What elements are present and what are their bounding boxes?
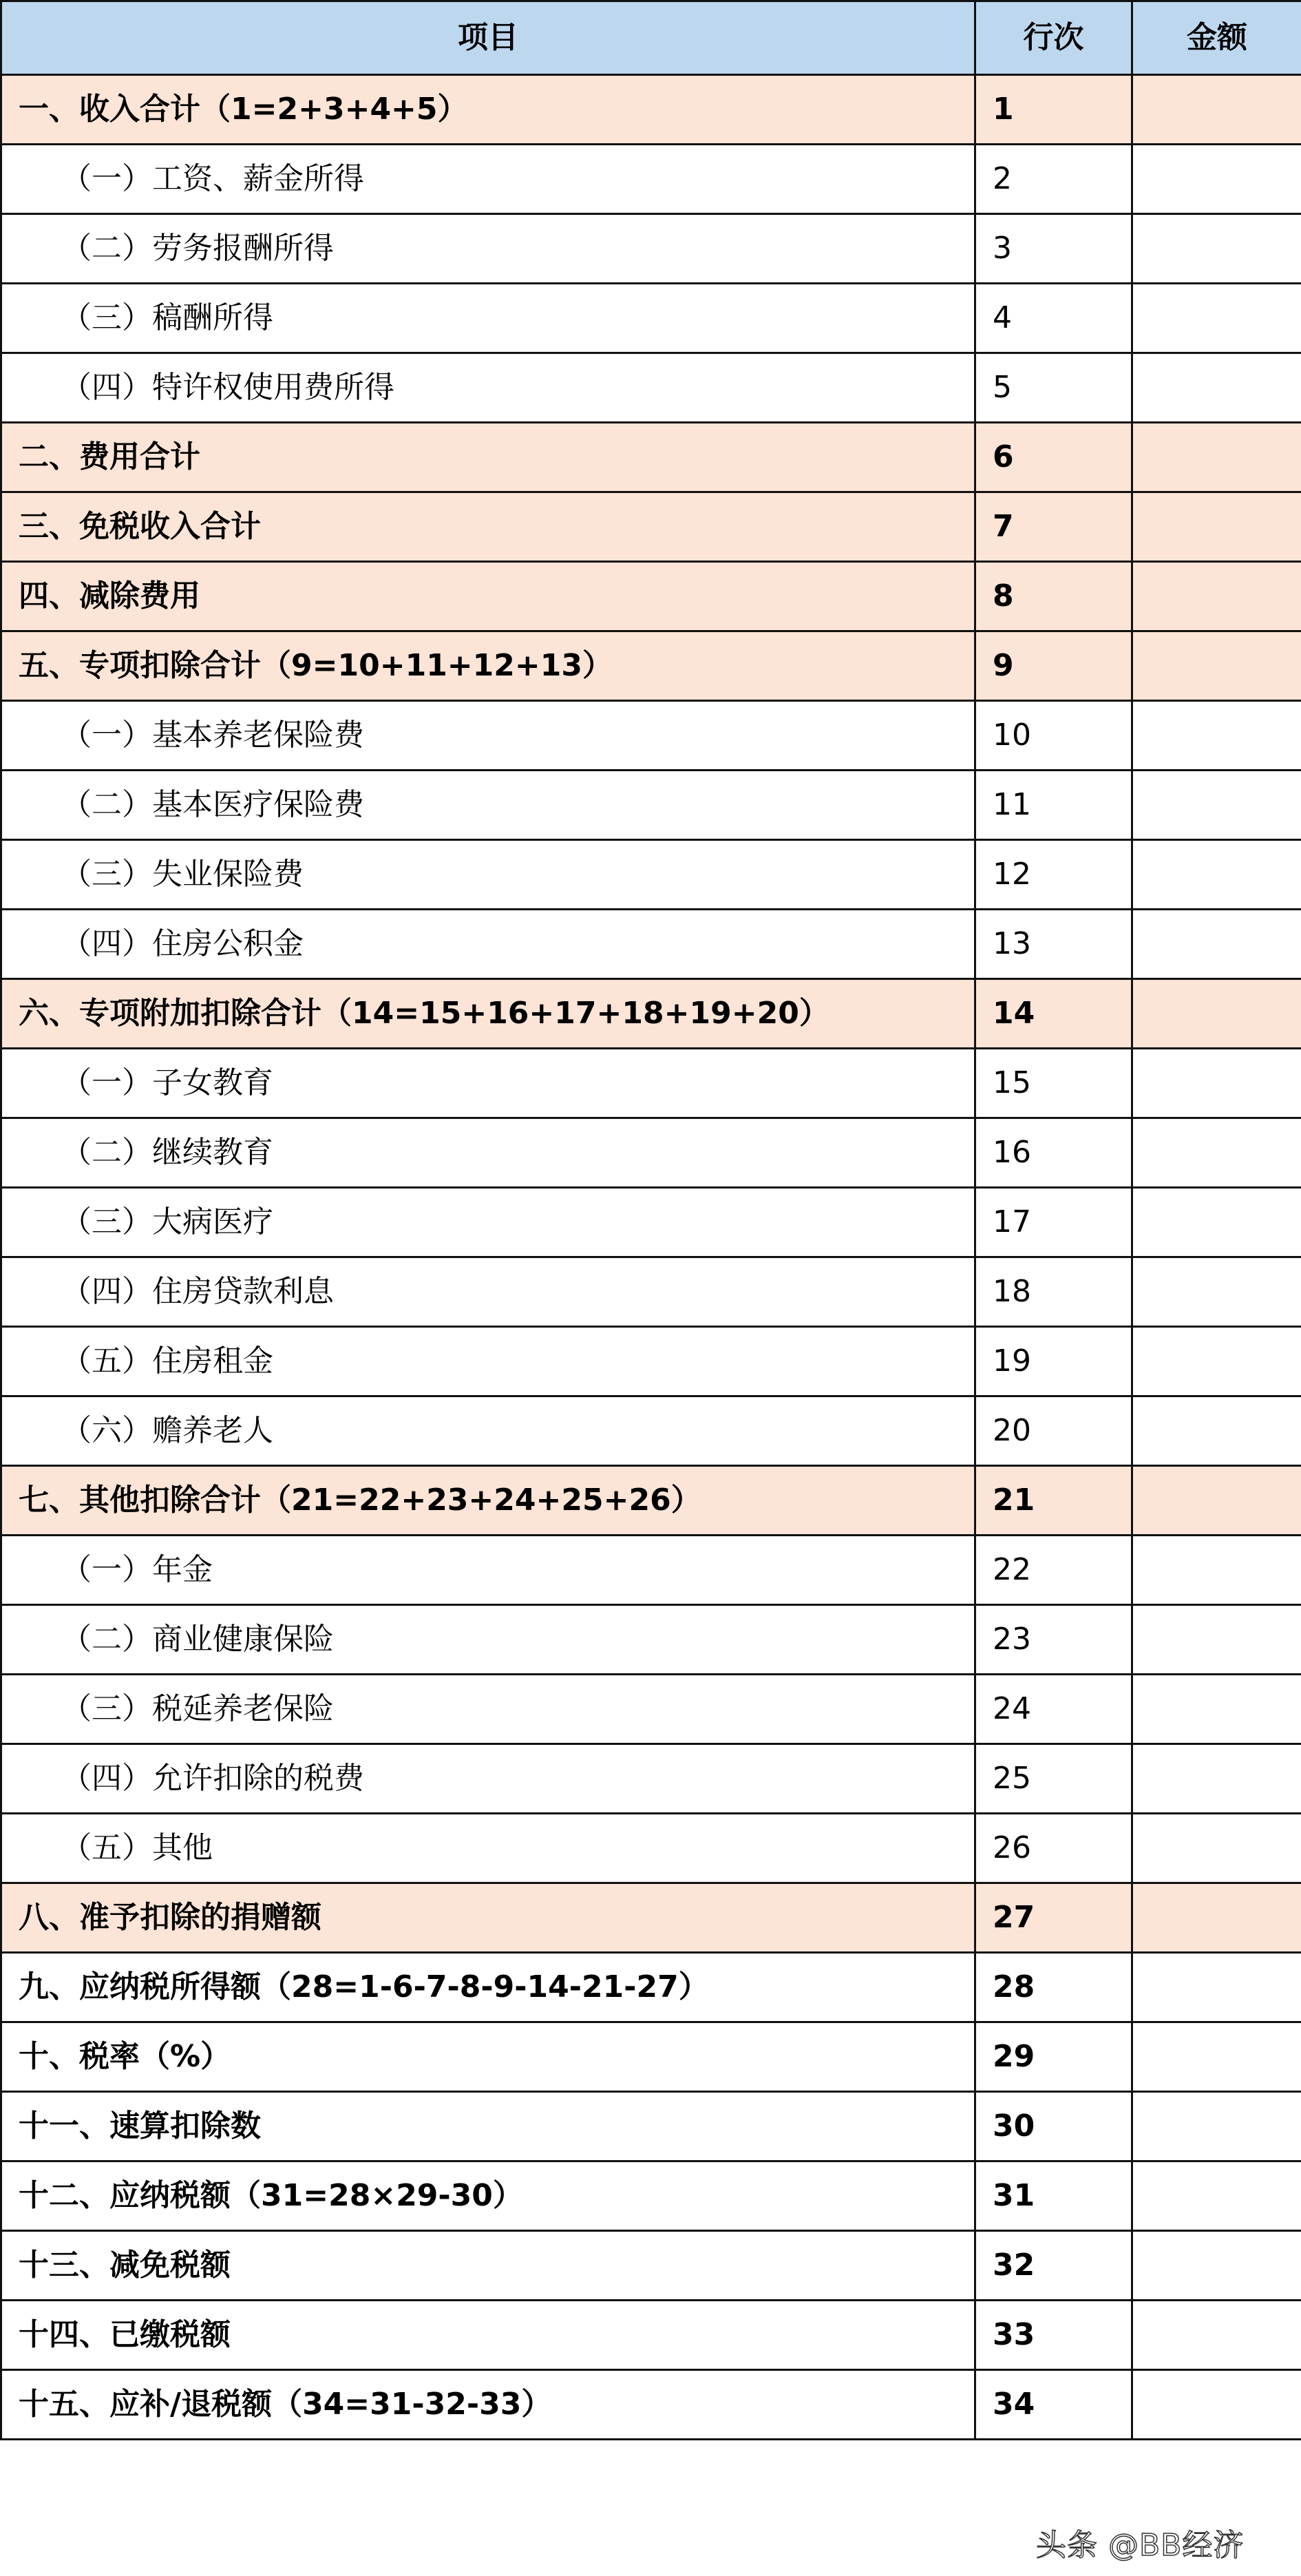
row-item-label: （六）赡养老人 xyxy=(1,1396,975,1466)
row-line-number: 1 xyxy=(975,75,1132,145)
row-line-number: 32 xyxy=(975,2231,1132,2301)
row-amount-cell[interactable] xyxy=(1132,2301,1301,2370)
row-item-label: 十一、速算扣除数 xyxy=(1,2092,975,2161)
row-amount-cell[interactable] xyxy=(1132,492,1301,562)
row-amount-cell[interactable] xyxy=(1132,1118,1301,1188)
row-item-label: 七、其他扣除合计（21=22+23+24+25+26） xyxy=(1,1466,975,1536)
table-row xyxy=(1,353,1301,423)
table-row xyxy=(1,2301,1301,2370)
row-line-number: 7 xyxy=(975,492,1132,562)
row-amount-cell[interactable] xyxy=(1132,631,1301,701)
row-line-number: 17 xyxy=(975,1188,1132,1257)
row-amount-cell[interactable] xyxy=(1132,2092,1301,2161)
watermark: 头条 @BB经济 xyxy=(1036,2528,1245,2563)
header-line: 行次 xyxy=(975,1,1132,75)
row-line-number: 27 xyxy=(975,1883,1132,1953)
row-amount-cell[interactable] xyxy=(1132,1953,1301,2022)
row-amount-cell[interactable] xyxy=(1132,214,1301,284)
row-item-label: 十四、已缴税额 xyxy=(1,2301,975,2370)
table-body xyxy=(1,75,1301,2440)
table-row xyxy=(1,1396,1301,1466)
row-item-label: 十二、应纳税额（31=28×29-30） xyxy=(1,2161,975,2231)
row-line-number: 19 xyxy=(975,1327,1132,1396)
row-amount-cell[interactable] xyxy=(1132,1883,1301,1953)
row-amount-cell[interactable] xyxy=(1132,145,1301,214)
row-amount-cell[interactable] xyxy=(1132,1257,1301,1327)
row-line-number: 14 xyxy=(975,979,1132,1049)
header-amount: 金额 xyxy=(1132,1,1301,75)
row-amount-cell[interactable] xyxy=(1132,1814,1301,1883)
row-amount-cell[interactable] xyxy=(1132,1396,1301,1466)
row-amount-cell[interactable] xyxy=(1132,2022,1301,2092)
row-amount-cell[interactable] xyxy=(1132,840,1301,910)
table-row xyxy=(1,1814,1301,1883)
row-item-label: （三）税延养老保险 xyxy=(1,1675,975,1744)
row-item-label: 十三、减免税额 xyxy=(1,2231,975,2301)
row-line-number: 9 xyxy=(975,631,1132,701)
row-line-number: 30 xyxy=(975,2092,1132,2161)
row-line-number: 28 xyxy=(975,1953,1132,2022)
row-item-label: （三）大病医疗 xyxy=(1,1188,975,1257)
row-item-label: （二）劳务报酬所得 xyxy=(1,214,975,284)
row-item-label: 六、专项附加扣除合计（14=15+16+17+18+19+20） xyxy=(1,979,975,1049)
row-amount-cell[interactable] xyxy=(1132,1466,1301,1536)
row-amount-cell[interactable] xyxy=(1132,979,1301,1049)
table-row xyxy=(1,2161,1301,2231)
row-amount-cell[interactable] xyxy=(1132,284,1301,353)
row-line-number: 20 xyxy=(975,1396,1132,1466)
row-amount-cell[interactable] xyxy=(1132,1049,1301,1118)
row-amount-cell[interactable] xyxy=(1132,2231,1301,2301)
table-row xyxy=(1,1327,1301,1396)
row-amount-cell[interactable] xyxy=(1132,353,1301,423)
row-item-label: （一）工资、薪金所得 xyxy=(1,145,975,214)
row-amount-cell[interactable] xyxy=(1132,2161,1301,2231)
table-row xyxy=(1,1536,1301,1605)
row-line-number: 21 xyxy=(975,1466,1132,1536)
row-line-number: 25 xyxy=(975,1744,1132,1814)
header-row xyxy=(1,1,1301,75)
row-amount-cell[interactable] xyxy=(1132,701,1301,771)
row-line-number: 2 xyxy=(975,145,1132,214)
row-item-label: （二）继续教育 xyxy=(1,1118,975,1188)
table-row xyxy=(1,840,1301,910)
table-row xyxy=(1,2370,1301,2440)
row-item-label: （四）特许权使用费所得 xyxy=(1,353,975,423)
row-item-label: （四）住房贷款利息 xyxy=(1,1257,975,1327)
row-item-label: （二）基本医疗保险费 xyxy=(1,771,975,840)
row-amount-cell[interactable] xyxy=(1132,1536,1301,1605)
table-row xyxy=(1,1466,1301,1536)
table-row xyxy=(1,1049,1301,1118)
row-item-label: （一）基本养老保险费 xyxy=(1,701,975,771)
row-line-number: 16 xyxy=(975,1118,1132,1188)
row-line-number: 11 xyxy=(975,771,1132,840)
row-amount-cell[interactable] xyxy=(1132,1744,1301,1814)
table-row xyxy=(1,2231,1301,2301)
table-row xyxy=(1,284,1301,353)
row-line-number: 22 xyxy=(975,1536,1132,1605)
table-row xyxy=(1,1188,1301,1257)
row-item-label: （三）失业保险费 xyxy=(1,840,975,910)
row-line-number: 33 xyxy=(975,2301,1132,2370)
row-item-label: 三、免税收入合计 xyxy=(1,492,975,562)
row-line-number: 15 xyxy=(975,1049,1132,1118)
table-row xyxy=(1,2022,1301,2092)
table-row xyxy=(1,562,1301,631)
table-row xyxy=(1,1744,1301,1814)
row-line-number: 8 xyxy=(975,562,1132,631)
header-item: 项目 xyxy=(1,1,975,75)
row-item-label: （一）子女教育 xyxy=(1,1049,975,1118)
row-line-number: 29 xyxy=(975,2022,1132,2092)
row-amount-cell[interactable] xyxy=(1132,2370,1301,2440)
table-row xyxy=(1,423,1301,492)
row-item-label: （三）稿酬所得 xyxy=(1,284,975,353)
row-line-number: 10 xyxy=(975,701,1132,771)
row-amount-cell[interactable] xyxy=(1132,1605,1301,1675)
row-amount-cell[interactable] xyxy=(1132,771,1301,840)
row-line-number: 13 xyxy=(975,910,1132,979)
row-item-label: （四）住房公积金 xyxy=(1,910,975,979)
table-row xyxy=(1,2092,1301,2161)
row-item-label: （五）其他 xyxy=(1,1814,975,1883)
row-item-label: 五、专项扣除合计（9=10+11+12+13） xyxy=(1,631,975,701)
table-row xyxy=(1,1953,1301,2022)
row-amount-cell[interactable] xyxy=(1132,1188,1301,1257)
row-amount-cell[interactable] xyxy=(1132,562,1301,631)
row-line-number: 4 xyxy=(975,284,1132,353)
row-item-label: 十、税率（%） xyxy=(1,2022,975,2092)
table-row xyxy=(1,701,1301,771)
row-amount-cell[interactable] xyxy=(1132,423,1301,492)
row-line-number: 6 xyxy=(975,423,1132,492)
table-row xyxy=(1,631,1301,701)
table-row xyxy=(1,1118,1301,1188)
row-item-label: 二、费用合计 xyxy=(1,423,975,492)
row-line-number: 3 xyxy=(975,214,1132,284)
row-item-label: 四、减除费用 xyxy=(1,562,975,631)
row-item-label: （五）住房租金 xyxy=(1,1327,975,1396)
table-row xyxy=(1,75,1301,145)
table-row xyxy=(1,214,1301,284)
table-row xyxy=(1,145,1301,214)
row-line-number: 26 xyxy=(975,1814,1132,1883)
row-line-number: 23 xyxy=(975,1605,1132,1675)
table-row xyxy=(1,979,1301,1049)
row-item-label: （二）商业健康保险 xyxy=(1,1605,975,1675)
row-amount-cell[interactable] xyxy=(1132,1327,1301,1396)
row-line-number: 12 xyxy=(975,840,1132,910)
table-row xyxy=(1,910,1301,979)
row-line-number: 31 xyxy=(975,2161,1132,2231)
table-row xyxy=(1,492,1301,562)
row-item-label: 十五、应补/退税额（34=31-32-33） xyxy=(1,2370,975,2440)
row-item-label: （四）允许扣除的税费 xyxy=(1,1744,975,1814)
row-line-number: 18 xyxy=(975,1257,1132,1327)
row-item-label: 八、准予扣除的捐赠额 xyxy=(1,1883,975,1953)
row-amount-cell[interactable] xyxy=(1132,1675,1301,1744)
table-row xyxy=(1,1257,1301,1327)
row-amount-cell[interactable] xyxy=(1132,75,1301,145)
row-line-number: 5 xyxy=(975,353,1132,423)
table-row xyxy=(1,1883,1301,1953)
table-row xyxy=(1,1605,1301,1675)
row-line-number: 24 xyxy=(975,1675,1132,1744)
row-amount-cell[interactable] xyxy=(1132,910,1301,979)
table-row xyxy=(1,1675,1301,1744)
row-item-label: （一）年金 xyxy=(1,1536,975,1605)
row-item-label: 九、应纳税所得额（28=1-6-7-8-9-14-21-27） xyxy=(1,1953,975,2022)
row-line-number: 34 xyxy=(975,2370,1132,2440)
table-row xyxy=(1,771,1301,840)
row-item-label: 一、收入合计（1=2+3+4+5） xyxy=(1,75,975,145)
